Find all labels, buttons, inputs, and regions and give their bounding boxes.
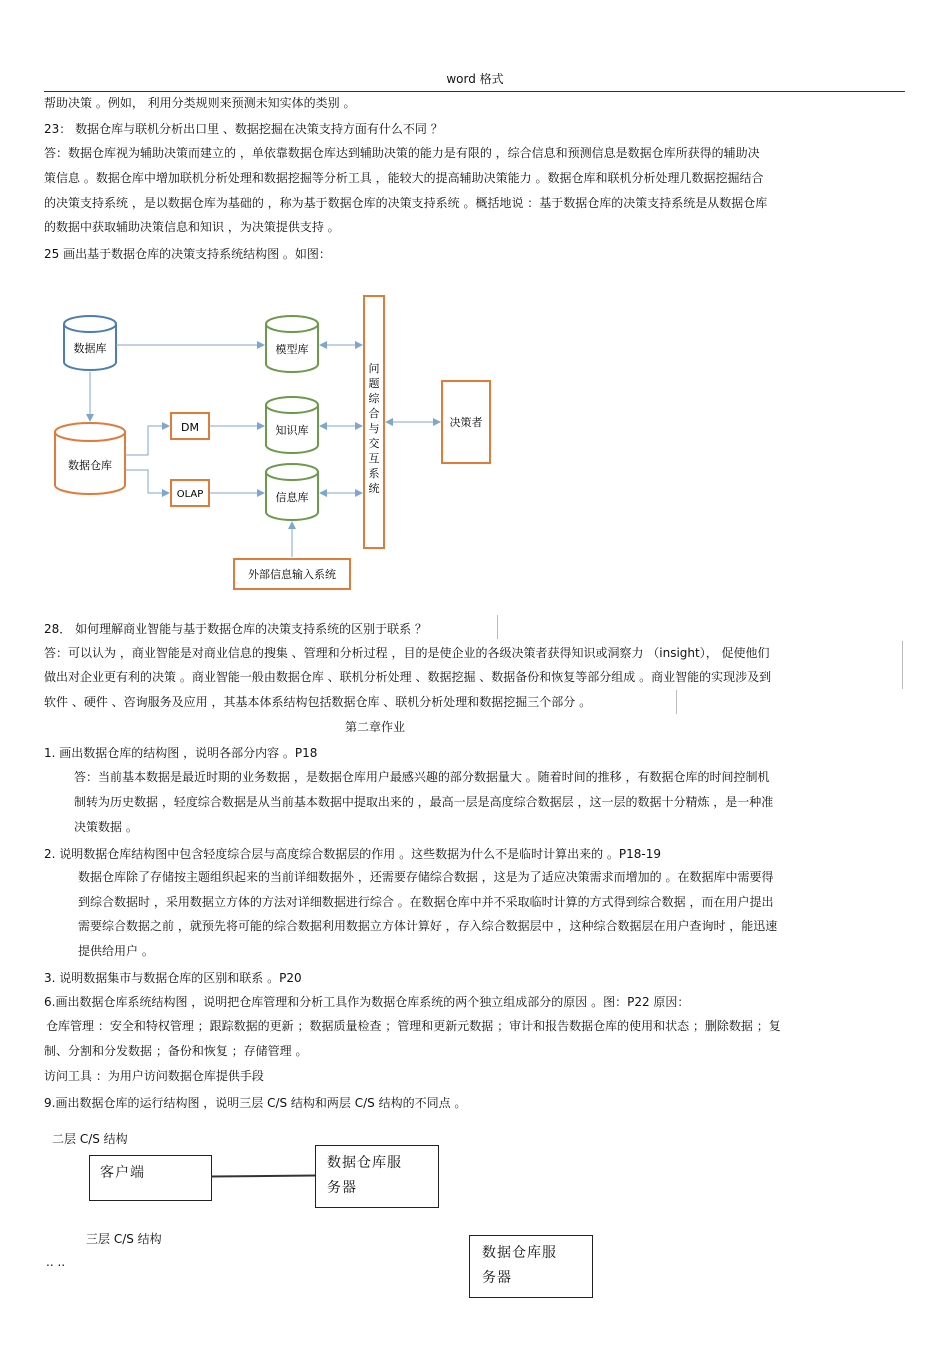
answer-line: 到综合数据时 ，采用数据立方体的方法对详细数据进行综合 。在数据仓库中并不采取临时计算的方式得到综合数据 ，而在用户提出 [78, 895, 774, 909]
two-tier-label: 二层 C/S 结构 [52, 1132, 128, 1146]
client-label: 客户端 [100, 1165, 145, 1181]
info-base-cylinder [266, 464, 318, 520]
answer-line: 答：当前基本数据是最近时期的业务数据 ，是数据仓库用户最感兴趣的部分数据量大 。随着时间的推移 ，有数据仓库的时间控制机 [74, 770, 770, 784]
question-28: 28． 如何理解商业智能与基于数据仓库的决策支持系统的区别于联系 ？ [44, 622, 427, 636]
client-box [89, 1155, 212, 1201]
question-25: 25 画出基于数据仓库的决策支持系统结构图 。如图： [44, 247, 331, 261]
question-23: 23： 数据仓库与联机分析出口里 、数据挖掘在决策支持方面有什么不同 ？ [44, 122, 443, 136]
answer-line: 软件 、硬件 、咨询服务及应用 ，其基本体系结构包括数据仓库 、联机分析处理和数据挖掘三个部分 。 [44, 695, 592, 709]
answer-line: 做出对企业更有利的决策 。商业智能一般由数据仓库 、联机分析处理 、数据挖掘 、数据备份和恢复等部分组成 。商业智能的实现涉及到 [44, 670, 772, 684]
answer-line: 仓库管理 ：安全和特权管理 ；跟踪数据的更新 ；数据质量检查 ；管理和更新元数据 ；审计和报告数据仓库的使用和状态 ；删除数据 ；复 [46, 1019, 781, 1033]
decision-maker-label: 决策者 [449, 416, 483, 429]
server-label-line2: 务器 [482, 1270, 512, 1286]
footer-dots: .. .. [46, 1255, 66, 1269]
server-label-line1: 数据仓库服 [482, 1245, 557, 1261]
chapter2-q2: 2. 说明数据仓库结构图中包含轻度综合层与高度综合数据层的作用 。这些数据为什么不是临时计算出来的 。P18-19 [44, 847, 662, 861]
answer-line: 决策数据 。 [74, 820, 138, 834]
cell-divider [902, 641, 903, 689]
dss-architecture-diagram [40, 280, 560, 610]
info-base-label: 信息库 [275, 491, 309, 504]
svg-text:统: 统 [368, 482, 380, 495]
server-box [315, 1145, 439, 1208]
diagram-arrows [90, 345, 440, 557]
external-input-label: 外部信息输入系统 [248, 568, 336, 581]
server-label-line2: 务器 [327, 1180, 357, 1196]
model-base-cylinder [266, 316, 318, 372]
data-warehouse-label: 数据仓库 [68, 459, 112, 472]
answer-line: 访问工具 ：为用户访问数据仓库提供手段 [44, 1069, 264, 1083]
olap-label: OLAP [176, 489, 204, 500]
three-tier-label: 三层 C/S 结构 [86, 1232, 162, 1246]
cell-divider [497, 615, 498, 639]
connection-line [211, 1175, 315, 1178]
cell-divider [676, 690, 677, 714]
text-line: 帮助决策 。例如， 利用分类规则来预测未知实体的类别 。 [44, 96, 356, 110]
answer-line: 制转为历史数据 ，轻度综合数据是从当前基本数据中提取出来的 ，最高一层是高度综合数据层 ，这一层的数据十分精炼 ，是一种准 [74, 795, 774, 809]
svg-text:题: 题 [368, 377, 380, 390]
dm-label: DM [181, 421, 199, 434]
knowledge-base-cylinder [266, 397, 318, 453]
chapter2-q9: 9.画出数据仓库的运行结构图 ，说明三层 C/S 结构和两层 C/S 结构的不同点 。 [44, 1096, 467, 1110]
header-rule [44, 91, 905, 92]
svg-text:与: 与 [368, 422, 380, 435]
answer-line: 答：可以认为 ，商业智能是对商业信息的搜集 、管理和分析过程 ，目的是使企业的各级决策者获得知识或洞察力 （insight）， 促使他们 [44, 646, 770, 660]
answer-line: 答：数据仓库视为辅助决策而建立的 ，单依靠数据仓库达到辅助决策的能力是有限的 ，综合信息和预测信息是数据仓库所获得的辅助决 [44, 146, 760, 160]
knowledge-base-label: 知识库 [275, 424, 309, 437]
answer-line: 的数据中获取辅助决策信息和知识 ，为决策提供支持 。 [44, 220, 340, 234]
svg-text:合: 合 [368, 407, 380, 420]
svg-text:问: 问 [368, 362, 380, 375]
model-base-label: 模型库 [275, 343, 309, 356]
chapter2-q3: 3. 说明数据集市与数据仓库的区别和联系 。P20 [44, 971, 302, 985]
chapter2-q6: 6.画出数据仓库系统结构图 ，说明把仓库管理和分析工具作为数据仓库系统的两个独立组成部分的原因 。图：P22 原因： [44, 995, 690, 1009]
chapter-2-title: 第二章作业 [345, 720, 406, 734]
svg-text:综: 综 [368, 392, 380, 405]
svg-text:交: 交 [368, 437, 380, 450]
answer-line: 制、分割和分发数据 ；备份和恢复 ；存储管理 。 [44, 1044, 308, 1058]
answer-line: 提供给用户 。 [78, 944, 154, 958]
svg-text:系: 系 [368, 467, 380, 480]
page-header: word 格式 [446, 72, 504, 86]
answer-line: 策信息 。数据仓库中增加联机分析处理和数据挖掘等分析工具 ，能较大的提高辅助决策能力 。数据仓库和联机分析处理几数据挖掘结合 [44, 171, 764, 185]
server-label-line1: 数据仓库服 [327, 1155, 402, 1171]
interaction-system-label [369, 361, 381, 495]
database-label: 数据库 [73, 342, 107, 355]
answer-line: 数据仓库除了存储按主题组织起来的当前详细数据外 ，还需要存储综合数据 ，这是为了适应决策需求而增加的 。在数据库中需要得 [78, 870, 774, 884]
svg-text:互: 互 [368, 452, 380, 465]
server-box-3tier [469, 1235, 593, 1298]
chapter2-q1: 1. 画出数据仓库的结构图 ，说明各部分内容 。P18 [44, 746, 318, 760]
data-warehouse-cylinder [55, 423, 125, 494]
answer-line: 的决策支持系统 ，是以数据仓库为基础的 ，称为基于数据仓库的决策支持系统 。概括地说 ：基于数据仓库的决策支持系统是从数据仓库 [44, 196, 768, 210]
answer-line: 需要综合数据之前 ，就预先将可能的综合数据利用数据立方体计算好 ，存入综合数据层中 ，这种综合数据层在用户查询时 ，能迅速 [78, 919, 778, 933]
database-cylinder [64, 316, 116, 370]
